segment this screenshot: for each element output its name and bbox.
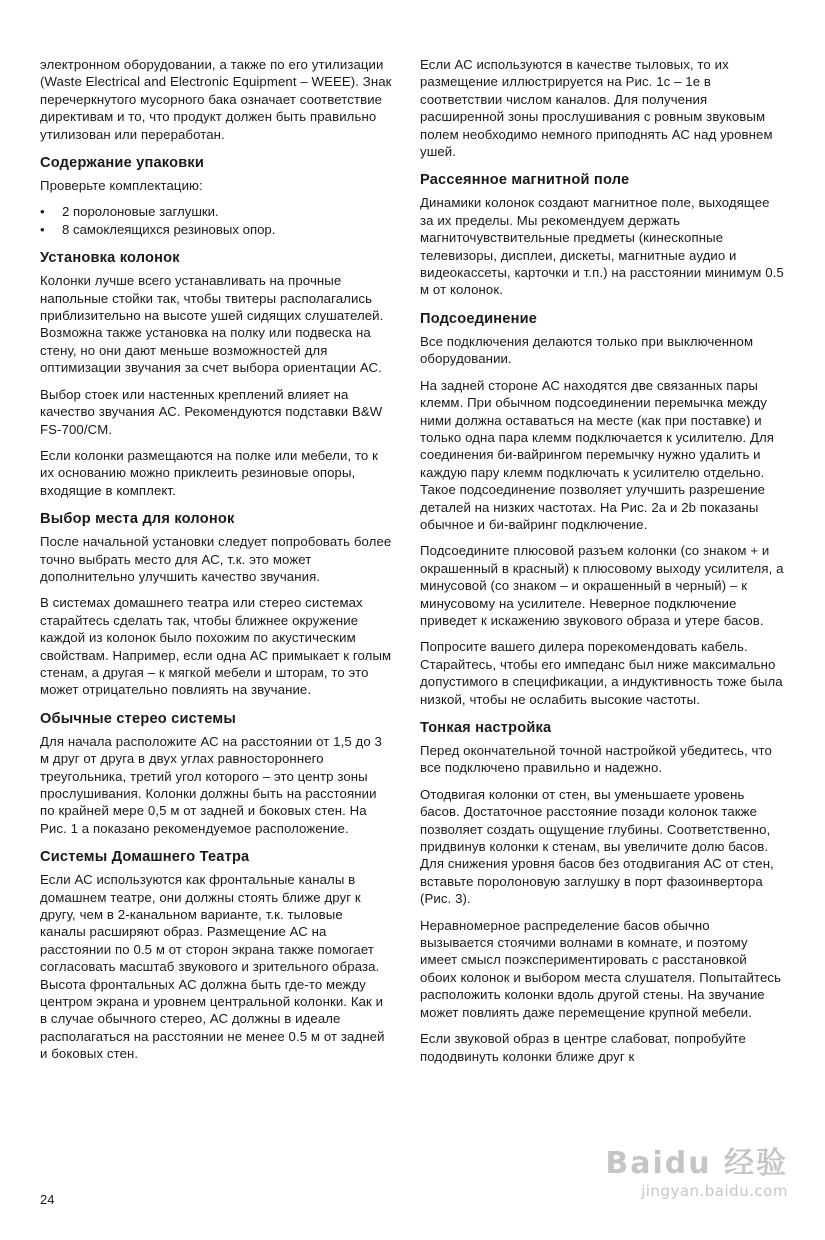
install-heading: Установка колонок (40, 250, 180, 267)
placement-paragraph-2: В системах домашнего театра или стерео системах старайтесь сделать так, чтобы ближнее окружение каждой из колонок было похожим по акустическим свойствам. Например, если одна АС примыкает к голым стенам, а другая – к мягкой мебели и шторам, то это может отрицательно повлиять на звучание. (40, 595, 392, 698)
home-theater-paragraph: Если АС используются как фронтальные каналы в домашнем театре, они должны стоять ближе друг к другу, чем в 2-канальном варианте, т.к. тыловые каналы расширяют образ. Размещение АС на расстоянии по 0.5 м от сторон экрана также помогает согласовать масштаб звукового и зрительного образа. Высота фронтальных АС должна быть где-то между центром экрана и уровнем центральной колонки. Как и в случае обычного стерео, АС должны в идеале располагаться на расстоянии не менее 0.5 м от задней и боковых стен. (40, 872, 385, 1062)
install-paragraph-2: Выбор стоек или настенных креплений влияет на качество звучания АС. Рекомендуются подставки B&W FS-700/CM. (40, 386, 383, 437)
watermark-url: jingyan.baidu.com (641, 1182, 788, 1200)
rear-speakers-paragraph: Если АС используются в качестве тыловых, то их размещение иллюстрируется на Рис. 1с – 1е в соответствии числом каналов. Для получения расширенной зоны прослушивания с ровным звуковым полем необходимо немного приподнять АС над уровнем ушей. (420, 57, 773, 160)
connection-heading: Подсоединение (420, 310, 538, 327)
package-heading: Содержание упаковки (40, 155, 205, 172)
connection-paragraph-4: Попросите вашего дилера порекомендовать кабель. Старайтесь, чтобы его импеданс был ниже максимально допустимого в спецификации, а индуктивность тоже была низкой, чтобы не ослабить высокие частоты. (420, 639, 783, 707)
watermark-logo: Baidu 经验 (605, 1146, 788, 1181)
fine-tuning-heading: Тонкая настройка (420, 720, 552, 736)
connection-paragraph-2: На задней стороне АС находятся две связанных пары клемм. При обычном подсоединении перемычка между ними должна оставаться на месте (как при поставке) и только одна пара клемм подключается к усилителю. Для соединения би-вайрингом перемычку нужно удалить и каждую пару клемм подключать к усилителю отдельно. Такое подсоединение позволяет улучшить разрешение деталей на низких частотах. На Рис. 2а и 2b показаны обычное и би-вайринг подключение. (420, 377, 775, 532)
package-list (40, 203, 392, 238)
connection-paragraph-3: Подсоедините плюсовой разъем колонки (со знаком + и окрашенный в красный) к плюсовому выходу усилителя, а минусовой (со знаком – и окрашенный в черный) – к минусовому на усилителе. Неверное подключение приведет к искажению звукового образа и утере басов. (420, 543, 784, 628)
stereo-paragraph: Для начала расположите АС на расстоянии от 1,5 до 3 м друг от друга в двух углах равностороннего треугольника, третий угол которого – это центр зоны прослушивания. Колонки должны быть на расстоянии по крайней мере 0,5 м от задней и боковых стен. На Рис. 1 а показано рекомендуемое расположение. (40, 733, 382, 836)
list-item: • 8 самоклеящихся резиновых опор. (40, 221, 392, 238)
home-theater-heading: Системы Домашнего Театра (40, 849, 250, 866)
intro-paragraph: электронном оборудовании, а также по его утилизации (Waste Electrical and Electronic Equipment – WEEE). Знак перечеркнутого мусорного бака означает соответствие директивам и то, что продукт должен быть правильно утилизован или переработан. (40, 57, 392, 142)
stereo-heading: Обычные стерео системы (40, 710, 237, 727)
list-item: • 2 поролоновые заглушки. (40, 203, 392, 220)
install-paragraph-3: Если колонки размещаются на полке или мебели, то к их основанию можно приклеить резиновые опоры, входящие в комплект. (40, 447, 379, 498)
install-paragraph-1: Колонки лучше всего устанавливать на прочные напольные стойки так, чтобы твитеры располагались приблизительно на высоте ушей сидящих слушателей. Возможна также установка на полку или подвеска на стену, но они дают меньше возможностей для оптимизации звучания за счет выбора ориентации АС. (40, 273, 384, 376)
magnetic-heading: Рассеянное магнитной поле (420, 172, 630, 189)
fine-tuning-paragraph-4: Если звуковой образ в центре слабоват, попробуйте пододвинуть колонки ближе друг к (420, 1031, 746, 1064)
page-number: 24 (40, 1192, 55, 1207)
fine-tuning-paragraph-2: Отодвигая колонки от стен, вы уменьшаете уровень басов. Достаточное расстояние позади колонок также позволяет создать ощущение глубины. Соответственно, придвинув колонки к стенам, вы увеличите долю басов. Для снижения уровня басов без отодвигания АС от стен, вставьте поролоновую заглушку в порт фазоинвертора (Рис. 3). (420, 786, 774, 907)
magnetic-paragraph: Динамики колонок создают магнитное поле, выходящее за их пределы. Мы рекомендуем держать магниточувствительные предметы (кинескопные телевизоры, дисплеи, дискеты, магнитные аудио и видеокассеты, карточки и т.п.) на расстоянии минимум 0.5 м от колонок. (420, 195, 784, 298)
right-column (420, 56, 784, 1074)
fine-tuning-paragraph-1: Перед окончательной точной настройкой убедитесь, что все подключено правильно и надежно. (420, 743, 772, 776)
left-column (40, 56, 392, 1072)
package-intro: Проверьте комплектацию: (40, 178, 203, 194)
watermark (600, 1138, 800, 1208)
fine-tuning-paragraph-3: Неравномерное распределение басов обычно вызывается стоячими волнами в комнате, и поэтому имеет смысл поэкспериментировать с расстановкой обоих колонок и выбором места слушателя. Попытайтесь расположить колонки вдоль другой стены. На звучание может повлиять даже перемещение крупной мебели. (420, 917, 782, 1020)
placement-heading: Выбор места для колонок (40, 511, 235, 528)
placement-paragraph-1: После начальной установки следует попробовать более точно выбрать место для АС, т.к. это может дополнительно улучшить качество звучания. (40, 534, 392, 584)
connection-paragraph-1: Все подключения делаются только при выключенном оборудовании. (420, 333, 754, 367)
